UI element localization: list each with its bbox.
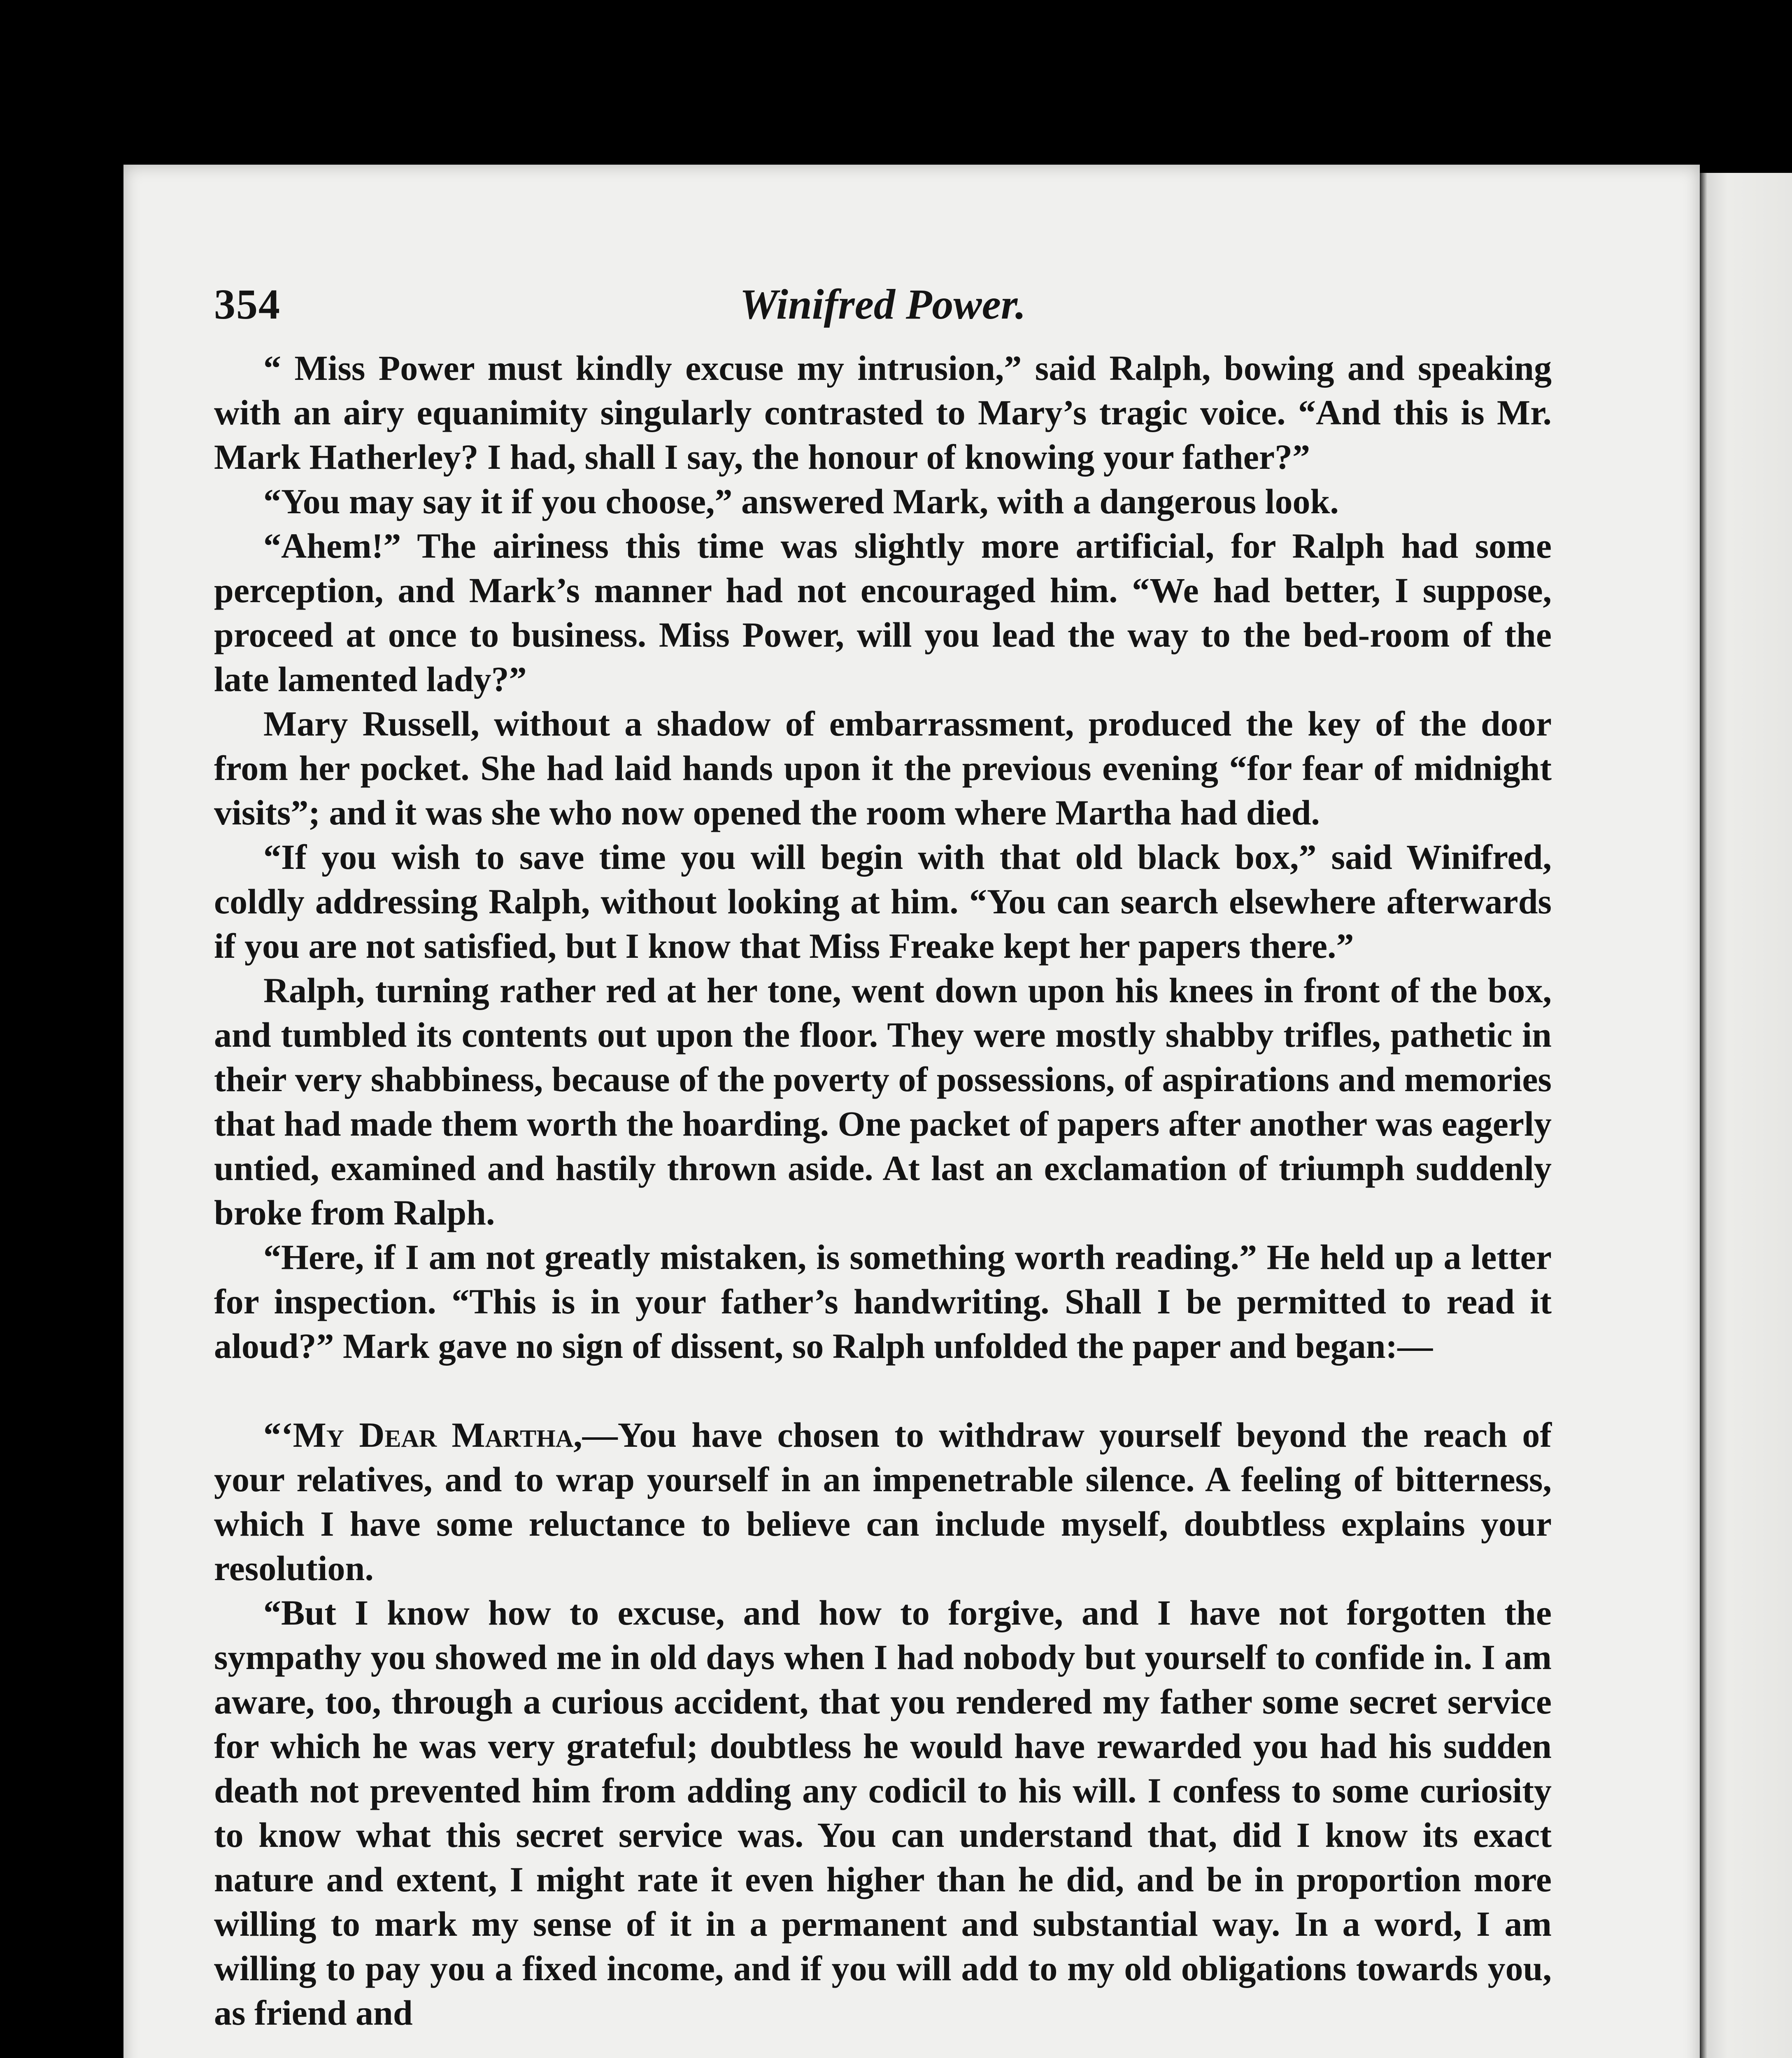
paragraph-3: “Ahem!” The airiness this time was slightly more artificial, for Ralph had some perception, and Mark’s manner had not encouraged him. “We had better, I suppose, proceed at once to business. Miss Power, will you lead the way to the bed-room of the late lamented lady?” <box>214 526 1552 699</box>
paragraph-6: Ralph, turning rather red at her tone, went down upon his knees in front of the box, and tumbled its contents out upon the floor. They were mostly shabby trifles, pathetic in their very shabbiness, because of the poverty of possessions, of aspirations and memories that had made them worth the hoarding. One packet of papers after another was eagerly untied, examined and hastily thrown aside. At last an exclamation of triumph suddenly broke from Ralph. <box>214 971 1552 1232</box>
letter-opening-quote: “‘ <box>263 1415 293 1455</box>
letter-salutation: My Dear Martha <box>293 1415 574 1455</box>
letter-spacer <box>214 1368 1552 1413</box>
letter-paragraph-1 <box>214 1413 1552 1590</box>
running-title: Winifred Power. <box>740 281 1026 328</box>
page-text-block <box>214 280 1552 2035</box>
letter-paragraph-1-text: ,—You have chosen to withdraw yourself beyond the reach of your relatives, and to wrap yourself in an impenetrable silence. A feeling of bitterness, which I have some reluctance to believe can include myself, doubtless explains your resolution. <box>214 1415 1552 1588</box>
letter-paragraph-2: “But I know how to excuse, and how to forgive, and I have not forgotten the sympathy you showed me in old days when I had nobody but yourself to confide in. I am aware, too, through a curious accident, that you rendered my father some secret service for which he was very grateful; doubtless he would have rewarded you had his sudden death not prevented him from adding any codicil to his will. I confess to some curiosity to know what this secret service was. You can understand that, did I know its exact nature and extent, I might rate it even higher than he did, and be in proportion more willing to mark my sense of it in a permanent and substantial way. In a word, I am willing to pay you a fixed income, and if you will add to my old obligations towards you, as friend and <box>214 1593 1552 2032</box>
facing-page-edge <box>1700 173 1792 2058</box>
paragraph-2: “You may say it if you choose,” answered Mark, with a dangerous look. <box>263 482 1339 521</box>
paragraph-7: “Here, if I am not greatly mistaken, is something worth reading.” He held up a letter for inspection. “This is in your father’s handwriting. Shall I be permitted to read it aloud?” Mark gave no sign of dissent, so Ralph unfolded the paper and began:— <box>214 1237 1552 1366</box>
running-head <box>214 280 1552 342</box>
paragraph-5: “If you wish to save time you will begin with that old black box,” said Winifred, coldly addressing Ralph, without looking at him. “You can search elsewhere afterwards if you are not satisfied, but I know that Miss Freake kept her papers there.” <box>214 837 1552 966</box>
page-number: 354 <box>214 281 281 328</box>
paragraph-4: Mary Russell, without a shadow of embarrassment, produced the key of the door from her pocket. She had laid hands upon it the previous evening “for fear of midnight visits”; and it was she who now opened the room where Martha had died. <box>214 704 1552 832</box>
paragraph-1: “ Miss Power must kindly excuse my intrusion,” said Ralph, bowing and speaking with an airy equanimity singularly contrasted to Mary’s tragic voice. “And this is Mr. Mark Hatherley? I had, shall I say, the honour of knowing your father?” <box>214 348 1552 477</box>
